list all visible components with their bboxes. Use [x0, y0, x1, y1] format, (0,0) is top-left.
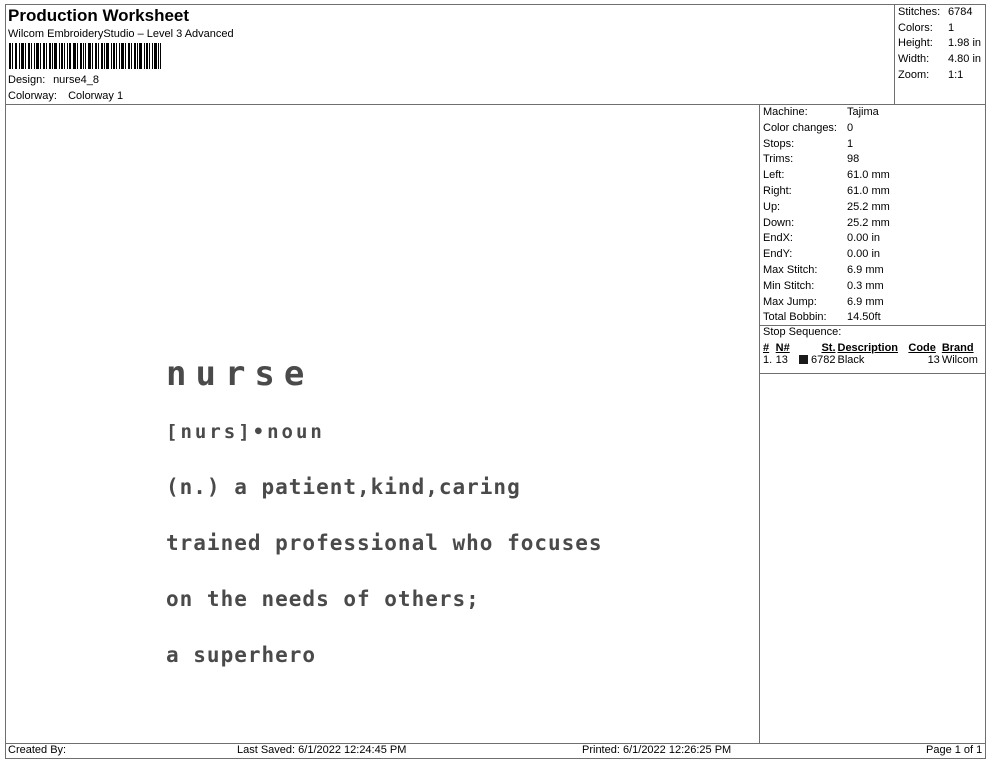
design-label: Design: [8, 74, 46, 86]
stat-row [763, 184, 890, 200]
col-header-brand: Brand [941, 342, 974, 354]
colorway-label: Colorway: [8, 90, 57, 102]
stat-label: Max Stitch: [763, 263, 818, 276]
design-line: trained professional who focuses [166, 531, 603, 555]
stat-row [763, 216, 890, 232]
stat-row [763, 168, 890, 184]
row-number: 1. [763, 354, 773, 366]
design-row [8, 74, 99, 86]
summary-label: Colors: [898, 21, 933, 34]
row-brand: Wilcom [941, 354, 978, 366]
stop-table-header [762, 342, 984, 354]
stat-row [763, 310, 890, 326]
summary-label: Height: [898, 37, 933, 50]
machine-stats-panel [763, 105, 890, 326]
row-stitches-cell [793, 354, 837, 366]
stat-value: 25.2 mm [847, 216, 890, 229]
footer-created-by: Created By: [8, 744, 67, 756]
row-needle: 13 [775, 354, 788, 366]
stat-row [763, 152, 890, 168]
stop-sequence-label: Stop Sequence: [763, 326, 842, 338]
stat-value: 61.0 mm [847, 169, 890, 182]
stat-value: 14.50ft [847, 311, 881, 324]
summary-row [898, 68, 981, 84]
summary-value: 1:1 [948, 68, 964, 81]
stat-row [763, 231, 890, 247]
colorway-row [8, 90, 123, 102]
summary-row [898, 5, 981, 21]
footer-page-number: Page 1 of 1 [926, 744, 983, 756]
color-swatch [799, 355, 808, 364]
stat-value: 6.9 mm [847, 295, 884, 308]
stat-value: 0.00 in [847, 248, 881, 261]
footer-last-saved: Last Saved: 6/1/2022 12:24:45 PM [237, 744, 407, 756]
stat-row [763, 105, 890, 121]
stat-row [763, 247, 890, 263]
stop-table-divider [759, 373, 986, 374]
colorway-value: Colorway 1 [68, 90, 124, 102]
design-value: nurse4_8 [53, 74, 99, 86]
row-code: 13 [927, 354, 940, 366]
design-line: (n.) a patient,kind,caring [166, 475, 521, 499]
col-header-code: Code [908, 342, 936, 354]
stat-value: 25.2 mm [847, 200, 890, 213]
design-word: nurse [166, 354, 314, 394]
row-description: Black [837, 354, 865, 366]
col-header-needle: N# [775, 342, 790, 354]
barcode [9, 43, 161, 69]
col-header-number: # [763, 342, 770, 354]
footer-printed: Printed: 6/1/2022 12:26:25 PM [582, 744, 732, 756]
embroidery-design-preview [166, 330, 603, 683]
stat-row [763, 295, 890, 311]
col-header-stitches: St. [821, 342, 836, 354]
page-title: Production Worksheet [8, 6, 190, 25]
stat-value: 0.3 mm [847, 279, 884, 292]
summary-label: Zoom: [898, 68, 930, 81]
stat-label: Color changes: [763, 121, 837, 134]
row-stitches: 6782 [811, 354, 836, 366]
stat-row [763, 279, 890, 295]
stat-label: Max Jump: [763, 295, 817, 308]
summary-value: 6784 [948, 6, 973, 18]
info-panel-divider [759, 104, 760, 743]
design-line: a superhero [166, 643, 317, 667]
stat-label: Trims: [763, 153, 794, 166]
summary-divider [894, 4, 895, 104]
summary-row [898, 52, 981, 68]
software-name: Wilcom EmbroideryStudio – Level 3 Advanced [8, 28, 234, 40]
stat-row [763, 263, 890, 279]
stat-label: EndX: [763, 232, 793, 245]
stop-sequence-table [762, 342, 984, 366]
summary-value: 1.98 in [948, 37, 982, 50]
stat-label: Left: [763, 169, 785, 182]
stat-value: 1 [847, 137, 854, 150]
stat-label: Right: [763, 184, 792, 197]
stat-value: 0 [847, 121, 854, 134]
stat-value: Tajima [847, 106, 879, 118]
stat-label: Down: [763, 216, 795, 229]
stat-label: Stops: [763, 137, 795, 150]
col-header-description: Description [837, 342, 899, 354]
stat-value: 6.9 mm [847, 263, 884, 276]
stat-value: 98 [847, 153, 860, 166]
summary-value: 1 [948, 21, 955, 34]
summary-panel [898, 5, 981, 84]
stat-row [763, 137, 890, 153]
summary-row [898, 36, 981, 52]
stat-label: Total Bobbin: [763, 311, 827, 324]
stat-label: Up: [763, 200, 781, 213]
stat-row [763, 200, 890, 216]
stat-value: 0.00 in [847, 232, 881, 245]
stat-row [763, 121, 890, 137]
stat-label: Min Stitch: [763, 279, 815, 292]
footer-divider [5, 743, 986, 744]
table-row [762, 354, 984, 366]
stat-label: EndY: [763, 248, 793, 261]
stat-value: 61.0 mm [847, 184, 890, 197]
summary-value: 4.80 in [948, 53, 982, 66]
stat-label: Machine: [763, 106, 808, 118]
summary-label: Stitches: [898, 6, 941, 18]
summary-row [898, 21, 981, 37]
design-line: on the needs of others; [166, 587, 480, 611]
design-pronunciation: [nurs]•noun [166, 421, 325, 443]
summary-label: Width: [898, 53, 930, 66]
